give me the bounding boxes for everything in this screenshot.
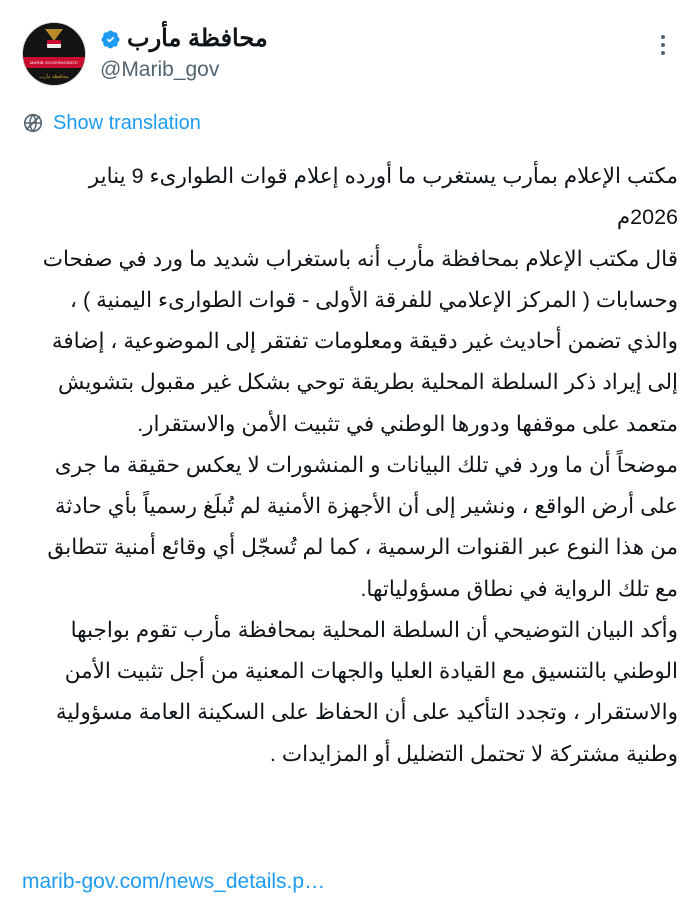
account-names [100, 22, 268, 84]
tweet-paragraph: مكتب الإعلام بمأرب يستغرب ما أورده إعلام قوات الطوارىء 9 يناير 2026م [88, 164, 678, 230]
external-link[interactable]: marib-gov.com/news_details.p… [22, 870, 326, 893]
show-translation-label: Show translation [53, 112, 201, 134]
tweet-header [22, 22, 678, 86]
verified-badge-icon [100, 29, 121, 50]
account-handle[interactable]: @Marib_gov [100, 58, 220, 81]
avatar-bottom-text: محافظة مأرب [23, 68, 85, 85]
avatar-image [23, 23, 85, 85]
emblem-icon [41, 28, 67, 52]
avatar-band-text: MARIB GOVERNORATE [23, 57, 85, 68]
tweet-paragraph: وأكد البيان التوضيحي أن السلطة المحلية بمحافظة مأرب تقوم بواجبها الوطني بالتنسيق مع القيادة العليا والجهات المعنية من أجل تثبيت الأمن والاستقرار ، وتجدد التأكيد على أن الحفاظ على السكينة العامة مسؤولية وطنية مشتركة لا تحتمل التضليل أو المزايدات . [55, 617, 678, 766]
show-translation-button[interactable] [22, 112, 678, 134]
avatar[interactable] [22, 22, 86, 86]
translate-icon [22, 112, 44, 134]
display-name: محافظة مأرب [127, 25, 268, 52]
display-name-row [100, 24, 268, 54]
tweet-paragraph: موضحاً أن ما ورد في تلك البيانات و المنشورات لا يعكس حقيقة ما جرى على أرض الواقع ، ونشير إلى أن الأجهزة الأمنية لم تُبلَغ رسمياً بأي حادثة من هذا النوع عبر القنوات الرسمية ، كما لم تُسجّل أي وقائع أمنية تتطابق مع تلك الرواية في نطاق مسؤولياتها. [47, 452, 678, 601]
more-horizontal-icon[interactable] [650, 30, 676, 60]
tweet-paragraph: قال مكتب الإعلام بمحافظة مأرب أنه باستغراب شديد ما ورد في صفحات وحسابات ( المركز الإعلامي للفرقة الأولى - قوات الطوارىء اليمنية ) ، والذي تضمن أحاديث غير دقيقة ومعلومات تفتقر إلى الموضوعية ، إضافة إلى إيراد ذكر السلطة المحلية بطريقة توحي بشكل غير مقبول بتشويش متعمد على موقفها ودورها الوطني في تثبيت الأمن والاستقرار. [42, 246, 678, 436]
avatar-crest-area [23, 23, 85, 57]
tweet-text [22, 156, 678, 856]
